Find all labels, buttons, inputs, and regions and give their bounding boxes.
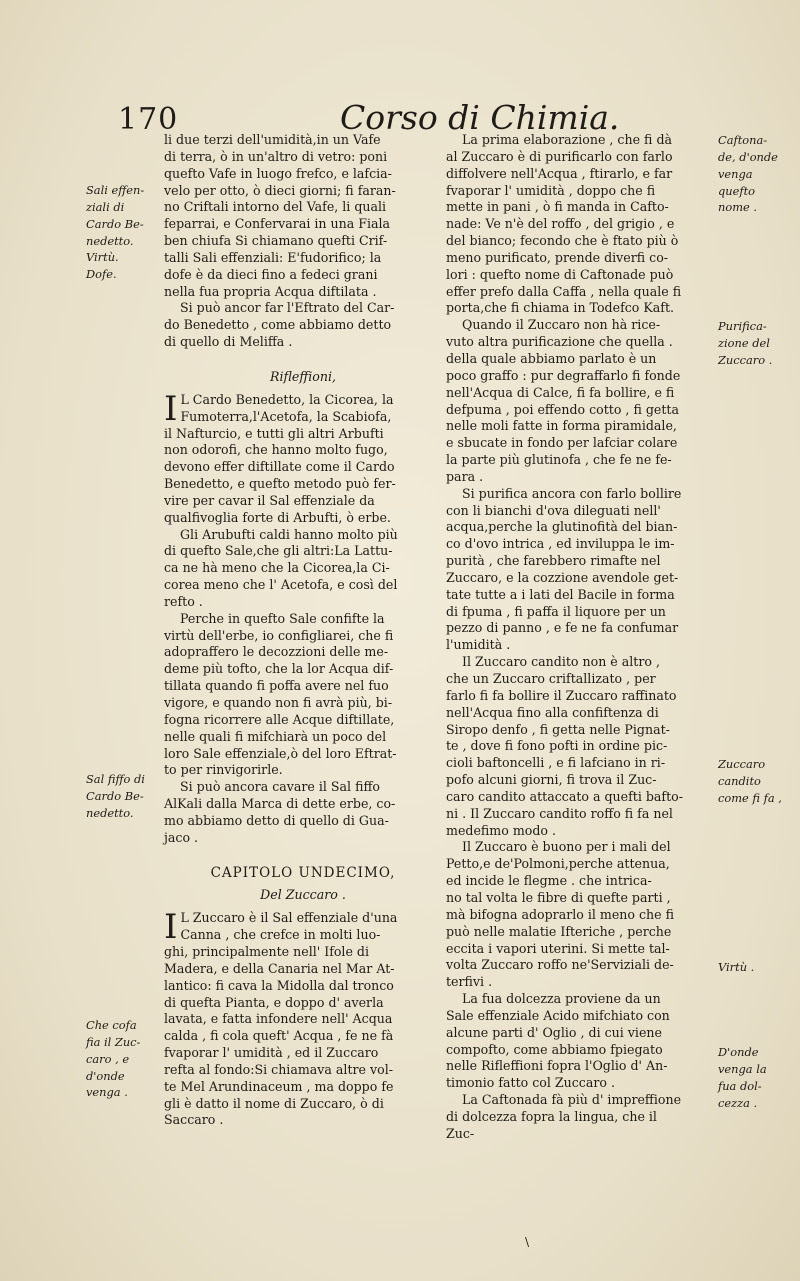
margin-line: Dofe. xyxy=(86,267,117,282)
text-line: porta,che fi chiama in Todefco Kaft. xyxy=(446,300,675,316)
margin-line: Che cofa xyxy=(86,1018,137,1032)
text-line: corea meno che l' Acetofa, e così del xyxy=(164,577,398,593)
text-line: eccita i vapori uterini. Si mette tal- xyxy=(446,940,670,956)
text-line: Gli Arubufti caldi hanno molto più xyxy=(180,526,398,542)
text-line: al Zuccaro è di purificarlo con farlo xyxy=(446,148,673,164)
text-line: ni . Il Zuccaro candito roffo fi fa nel xyxy=(446,805,673,821)
text-line: vigore, e quando non fi avrà più, bi- xyxy=(164,695,393,710)
text-line: te Mel Arundinaceum , ma doppo fe xyxy=(164,1078,394,1094)
text-line: fvaporar l' umidità , ed il Zuccaro xyxy=(164,1045,379,1061)
text-line: do Benedetto , come abbiamo detto xyxy=(164,317,392,333)
margin-line: venga . xyxy=(86,1085,128,1100)
margin-line: ziali di xyxy=(86,199,125,214)
text-line: devono effer diftillate come il Cardo xyxy=(164,459,395,475)
text-line: quefto Vafe in luogo frefco, e lafcia- xyxy=(164,165,392,181)
text-line: L Zuccaro è il Sal effenziale d'una xyxy=(180,910,398,926)
text-line: meno purificato, prende diverfi co- xyxy=(446,249,669,265)
margin-note-sal-fisso xyxy=(86,771,164,822)
text-line: l'umidità . xyxy=(446,637,511,653)
text-line: ca ne hà meno che la Cicorea,la Ci- xyxy=(164,560,390,576)
margin-line: Zuccaro . xyxy=(718,352,773,367)
chapter-title: CAPITOLO UNDECIMO, xyxy=(210,864,396,881)
left-column xyxy=(164,132,442,1129)
text-line: La prima elaborazione , che fi dà xyxy=(462,132,673,147)
margin-line: Caftona- xyxy=(718,133,768,147)
text-line: dofe è da dieci fino a fedeci grani xyxy=(164,266,378,282)
margin-line: Sali effen- xyxy=(86,183,145,197)
text-line: con li bianchi d'ova dileguati nell' xyxy=(446,502,661,518)
text-line: Il Zuccaro è buono per i mali del xyxy=(462,839,671,855)
text-line: L Cardo Benedetto, la Cicorea, la xyxy=(180,391,394,407)
text-line: nelle Rifleffioni fopra l'Oglio d' An- xyxy=(446,1058,668,1074)
text-line: Il Zuccaro candito non è altro , xyxy=(462,654,660,670)
drop-cap-i: I xyxy=(164,388,178,429)
margin-line: Cardo Be- xyxy=(86,216,144,231)
text-line: di fpuma , fi paffa il liquore per un xyxy=(446,603,666,619)
text-line: Saccaro . xyxy=(164,1112,224,1128)
margin-note-virtu xyxy=(718,959,798,976)
text-line: volta Zuccaro roffo ne'Serviziali de- xyxy=(446,957,674,973)
margin-line: come fi fa , xyxy=(718,790,782,805)
margin-line: d'onde xyxy=(86,1068,125,1083)
margin-line: nedetto. xyxy=(86,805,134,820)
text-line: di quefto Sale,che gli altri:La Lattu- xyxy=(164,543,393,559)
text-line: mo abbiamo detto di quello di Gua- xyxy=(164,812,389,828)
text-line: co d'ovo intrica , ed inviluppa le im- xyxy=(446,536,675,552)
text-line: ghi, principalmente nell' Ifole di xyxy=(164,943,370,959)
margin-line: caro , e xyxy=(86,1051,130,1066)
text-line: qualfivoglia forte di Arbufti, ò erbe. xyxy=(164,509,391,525)
text-line: feparrai, e Confervarai in una Fiala xyxy=(164,216,391,232)
text-line: deme più tofto, che la lor Acqua dif- xyxy=(164,661,394,677)
text-line: può nelle malatie Ifteriche , perche xyxy=(446,923,672,939)
margin-line: Virtù . xyxy=(718,960,755,974)
text-line: lori : quefto nome di Caftonade può xyxy=(446,266,674,282)
text-line: jaco . xyxy=(164,829,199,845)
margin-line: venga la xyxy=(718,1061,767,1076)
text-line: no tal volta le fibre di quefte parti , xyxy=(446,889,671,905)
text-line: para . xyxy=(446,468,484,484)
text-line: compofto, come abbiamo fpiegato xyxy=(446,1041,663,1057)
margin-line: Virtù. xyxy=(86,250,119,265)
text-line: velo per otto, ò dieci giorni; fi faran- xyxy=(164,182,396,198)
text-line: nell'Acqua di Calce, fi fa bollire, e fi xyxy=(446,384,675,400)
margin-line: Sal fiffo di xyxy=(86,772,145,786)
text-line: fogna ricorrere alle Acque diftillate, xyxy=(164,711,395,727)
margin-note-zuccaro-candito xyxy=(718,756,798,807)
text-line: farlo fi fa bollire il Zuccaro raffinato xyxy=(446,687,677,703)
text-line: nella fua propria Acqua diftilata . xyxy=(164,283,377,299)
text-line: Madera, e della Canaria nel Mar At- xyxy=(164,960,395,976)
paragraph-extract xyxy=(164,132,442,351)
text-line: La fua dolcezza proviene da un xyxy=(462,991,661,1007)
paragraph-zuccaro xyxy=(164,907,442,1129)
text-line: defpuma , poi effendo cotto , fi getta xyxy=(446,401,679,417)
drop-cap-i-2: I xyxy=(164,907,178,948)
text-line: della quale abbiamo parlato è un xyxy=(446,350,657,366)
text-line: to per rinvigorirle. xyxy=(164,762,283,778)
text-line: Zuc- xyxy=(446,1125,475,1141)
text-line: il Nafturcio, e tutti gli altri Arbufti xyxy=(164,425,384,441)
text-line: fvaporar l' umidità , doppo che fi xyxy=(446,182,656,198)
text-line: lavata, e fatta infondere nell' Acqua xyxy=(164,1011,393,1027)
text-line: no Criftali intorno del Vafe, li quali xyxy=(164,199,387,215)
margin-line: D'onde xyxy=(718,1045,759,1059)
text-line: loro Sale effenziale,ò del loro Eftrat- xyxy=(164,745,397,761)
text-line: ed incide le flegme . che intrica- xyxy=(446,873,652,889)
paragraph-riflessioni xyxy=(164,388,442,847)
text-line: timonio fatto col Zuccaro . xyxy=(446,1075,615,1091)
text-line: del bianco; fecondo che è ftato più ò xyxy=(446,233,679,249)
text-line: Si può ancor far l'Eftrato del Car- xyxy=(180,300,395,316)
margin-line: candito xyxy=(718,773,761,788)
text-line: Quando il Zuccaro non hà rice- xyxy=(462,317,661,333)
printer-mark: \ xyxy=(525,1235,530,1249)
margin-line: Zuccaro xyxy=(718,757,766,771)
text-line: mà bifogna adoprarlo il meno che fi xyxy=(446,906,675,922)
text-line: talli Sali effenziali: E'fudorifico; la xyxy=(164,249,382,265)
text-line: gli è datto il nome di Zuccaro, ò di xyxy=(164,1095,384,1111)
text-line: tillata quando fi poffa avere nel fuo xyxy=(164,678,389,694)
text-line: non odorofi, che hanno molto fugo, xyxy=(164,442,388,458)
text-line: caro candito attaccato a quefti bafto- xyxy=(446,788,683,804)
text-line: virtù dell'erbe, io configliarei, che fi xyxy=(164,627,394,643)
text-line: pezzo di panno , e fe ne fa confumar xyxy=(446,620,679,636)
chapter-subtitle: Del Zuccaro . xyxy=(260,887,346,903)
text-line: ben chiufa Si chiamano quefti Crif- xyxy=(164,233,388,249)
text-line: di quefta Pianta, e doppo d' averla xyxy=(164,994,384,1010)
text-line: di quello di Meliffa . xyxy=(164,334,293,350)
text-line: cioli baftoncelli , e fi lafciano in ri- xyxy=(446,755,666,771)
margin-line: fua dol- xyxy=(718,1078,762,1093)
text-line: effer prefo dalla Caffa , nella quale fi xyxy=(446,283,682,299)
text-line: nelle moli fatte in forma piramidale, xyxy=(446,418,677,434)
right-column xyxy=(446,132,714,1143)
text-line: tate tutte a i lati del Bacile in forma xyxy=(446,586,675,602)
text-line: acqua,perche la glutinofità del bian- xyxy=(446,519,678,535)
text-line: Zuccaro, e la cozzione avendole get- xyxy=(446,569,679,585)
text-line: AlKali dalla Marca di dette erbe, co- xyxy=(164,796,396,812)
text-line: alcune parti d' Oglio , di cui viene xyxy=(446,1024,662,1040)
margin-line: quefto xyxy=(718,183,756,198)
text-line: nade: Ve n'è del roffo , del grigio , e xyxy=(446,216,675,232)
margin-note-che-cosa-zuccaro xyxy=(86,1017,164,1101)
margin-note-castonade xyxy=(718,132,798,216)
text-line: nelle quali fi mifchiarà un poco del xyxy=(164,728,387,744)
text-line: terfivi . xyxy=(446,974,493,990)
margin-note-purificazione xyxy=(718,318,798,369)
text-line: e sbucate in fondo per lafciar colare xyxy=(446,435,678,451)
text-line: medefimo modo . xyxy=(446,822,557,838)
text-line: li due terzi dell'umidità,in un Vafe xyxy=(164,132,381,147)
margin-line: cezza . xyxy=(718,1095,758,1110)
running-title: Corso di Chimia. xyxy=(340,98,620,137)
text-line: di terra, ò in un'altro di vetro: poni xyxy=(164,148,388,164)
text-line: di dolcezza fopra la lingua, che il xyxy=(446,1108,657,1124)
text-line: nell'Acqua fino alla confiftenza di xyxy=(446,704,659,720)
text-line: refto . xyxy=(164,593,203,609)
text-line: Perche in quefto Sale confifte la xyxy=(180,610,385,626)
text-line: Si purifica ancora con farlo bollire xyxy=(462,485,682,501)
margin-line: Cardo Be- xyxy=(86,788,144,803)
margin-line: de, d'onde xyxy=(718,149,778,164)
text-line: Siropo denfo , fi getta nelle Pignat- xyxy=(446,721,670,737)
text-line: Sale effenziale Acido mifchiato con xyxy=(446,1007,670,1023)
page-number: 170 xyxy=(118,102,179,137)
text-line: vuto altra purificazione che quella . xyxy=(446,334,673,350)
text-line: calda , fi cola queft' Acqua , fe ne fà xyxy=(164,1028,394,1044)
margin-note-sali-essenziali xyxy=(86,182,164,283)
margin-line: Purifica- xyxy=(718,319,767,333)
margin-note-dolcezza xyxy=(718,1044,798,1111)
text-line: Canna , che crefce in molti luo- xyxy=(180,927,381,943)
section-heading-riflessioni: Rifleffioni, xyxy=(269,368,337,384)
text-line: mette in pani , ò fi manda in Cafto- xyxy=(446,199,669,215)
margin-line: venga xyxy=(718,166,753,181)
text-line: lantico: fi cava la Midolla dal tronco xyxy=(164,977,394,993)
text-line: Si può ancora cavare il Sal fiffo xyxy=(180,779,381,795)
text-line: poco graffo : pur degraffarlo fi fonde xyxy=(446,367,681,383)
text-line: Benedetto, e quefto metodo può fer- xyxy=(164,476,396,492)
text-line: che un Zuccaro criftallizato , per xyxy=(446,671,656,686)
text-line: adopraffero le decozzioni delle me- xyxy=(164,644,389,660)
margin-line: fia il Zuc- xyxy=(86,1034,141,1049)
margin-line: nome . xyxy=(718,200,757,215)
text-line: Petto,e de'Polmoni,perche attenua, xyxy=(446,856,670,872)
text-line: purità , che farebbero rimafte nel xyxy=(446,553,661,569)
text-line: te , dove fi fono pofti in ordine pic- xyxy=(446,738,668,754)
text-line: La Caftonada fà più d' impreffione xyxy=(462,1092,682,1108)
text-line: Fumoterra,l'Acetofa, la Scabiofa, xyxy=(180,408,392,424)
text-line: pofo alcuni giorni, fi trova il Zuc- xyxy=(446,772,657,788)
margin-line: nedetto. xyxy=(86,233,134,248)
text-line: refta al fondo:Si chiamava altre vol- xyxy=(164,1061,393,1077)
text-line: diffolvere nell'Acqua , ftirarlo, e far xyxy=(446,165,673,181)
margin-line: zione del xyxy=(718,335,770,350)
text-line: la parte più glutinofa , che fe ne fe- xyxy=(446,452,672,468)
text-line: vire per cavar il Sal effenziale da xyxy=(164,492,375,508)
